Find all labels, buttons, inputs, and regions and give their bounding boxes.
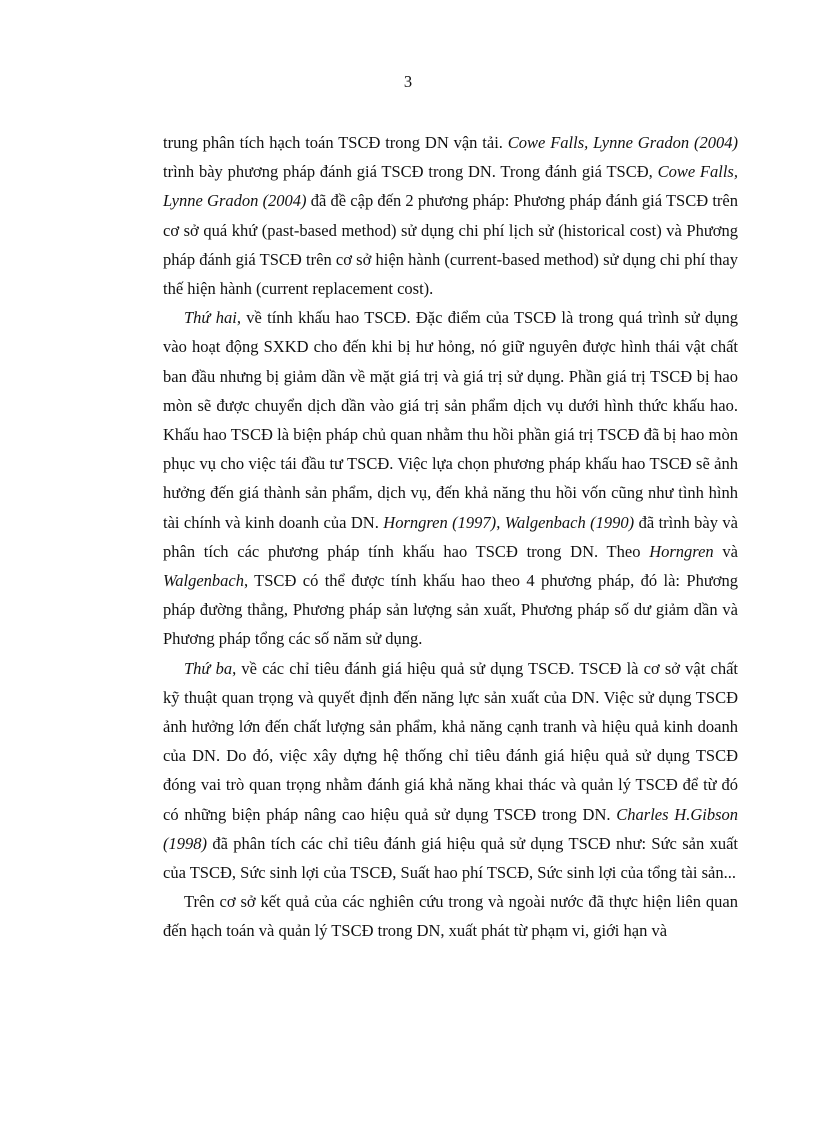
citation: Horngren (1997)	[383, 512, 497, 532]
text-run: ,	[496, 512, 505, 532]
paragraph-asset-valuation	[163, 128, 738, 303]
text-run: , TSCĐ có thể được tính khấu hao theo 4 phương pháp, đó là: Phương pháp đường thẳng, Phương pháp sản lượng sản xuất, Phương pháp số dư giảm dần và Phương pháp tổng các số năm sử dụng.	[163, 571, 738, 649]
text-run: và	[713, 541, 738, 561]
paragraph-conclusion	[163, 887, 738, 945]
citation: Horngren	[649, 541, 714, 561]
page-number: 3	[403, 72, 413, 91]
citation: Cowe Falls, Lynne Gradon (2004)	[507, 133, 738, 152]
section-lead: Thứ hai	[184, 308, 237, 328]
body-text	[163, 128, 738, 946]
text-run: đã trình bày và phân tích các phương pháp tính khấu hao TSCĐ trong DN. Theo	[163, 512, 739, 561]
section-lead: Thứ ba	[184, 658, 233, 678]
citation: Charles H.Gibson (1998)	[163, 804, 739, 853]
citation: Cowe Falls, Lynne Gradon (2004)	[163, 162, 738, 211]
text-run: , về các chỉ tiêu đánh giá hiệu quả sử dụng TSCĐ. TSCĐ là cơ sở vật chất kỹ thuật quan trọng và quyết định đến năng lực sản xuất của DN. Việc sử dụng TSCĐ ảnh hưởng lớn đến chất lượng sản phẩm, khả năng cạnh tranh và hiệu quả kinh doanh của DN. Do đó, việc xây dựng hệ thống chỉ tiêu đánh giá hiệu quả sử dụng TSCĐ đóng vai trò quan trọng nhằm đánh giá khả năng khai thác và quản lý TSCĐ để từ đó có những biện pháp nâng cao hiệu quả sử dụng TSCĐ trong DN.	[163, 658, 738, 824]
paragraph-efficiency-indicators	[163, 654, 738, 888]
text-run: Trên cơ sở kết quả của các nghiên cứu trong và ngoài nước đã thực hiện liên quan đến hạch toán và quản lý TSCĐ trong DN, xuất phát từ phạm vi, giới hạn và	[163, 892, 738, 941]
text-run: đã phân tích các chỉ tiêu đánh giá hiệu quả sử dụng TSCĐ như: Sức sản xuất của TSCĐ, Sức sinh lợi của TSCĐ, Suất hao phí TSCĐ, Sức sinh lợi của tổng tài sản...	[163, 833, 738, 883]
text-run: đã đề cập đến 2 phương pháp: Phương pháp đánh giá TSCĐ trên cơ sở quá khứ (past-based method) sử dụng chi phí lịch sử (historical cost) và Phương pháp đánh giá TSCĐ trên cơ sở hiện hành (current-based method) sử dụng chi phí thay thế hiện hành (current replacement cost).	[163, 191, 738, 299]
text-run: trung phân tích hạch toán TSCĐ trong DN vận tải.	[163, 133, 508, 152]
citation: Walgenbach	[163, 571, 244, 591]
citation: Walgenbach (1990)	[504, 512, 635, 532]
paragraph-depreciation	[163, 303, 738, 653]
text-run: , về tính khấu hao TSCĐ. Đặc điểm của TSCĐ là trong quá trình sử dụng vào hoạt động SXKD cho đến khi bị hư hỏng, nó giữ nguyên được hình thái vật chất ban đầu nhưng bị giảm dần về mặt giá trị và giá trị sử dụng. Phần giá trị TSCĐ bị hao mòn sẽ được chuyển dịch dần vào giá trị sản phẩm dịch vụ dưới hình thức khấu hao. Khấu hao TSCĐ là biện pháp chủ quan nhằm thu hồi phần giá trị TSCĐ đã bị hao mòn phục vụ cho việc tái đầu tư TSCĐ. Việc lựa chọn phương pháp khấu hao TSCĐ sẽ ảnh hưởng đến giá thành sản phẩm, dịch vụ, đến khả năng thu hồi vốn cũng như tình hình tài chính và kinh doanh của DN.	[163, 308, 738, 532]
text-run: trình bày phương pháp đánh giá TSCĐ trong DN. Trong đánh giá TSCĐ,	[163, 162, 658, 182]
